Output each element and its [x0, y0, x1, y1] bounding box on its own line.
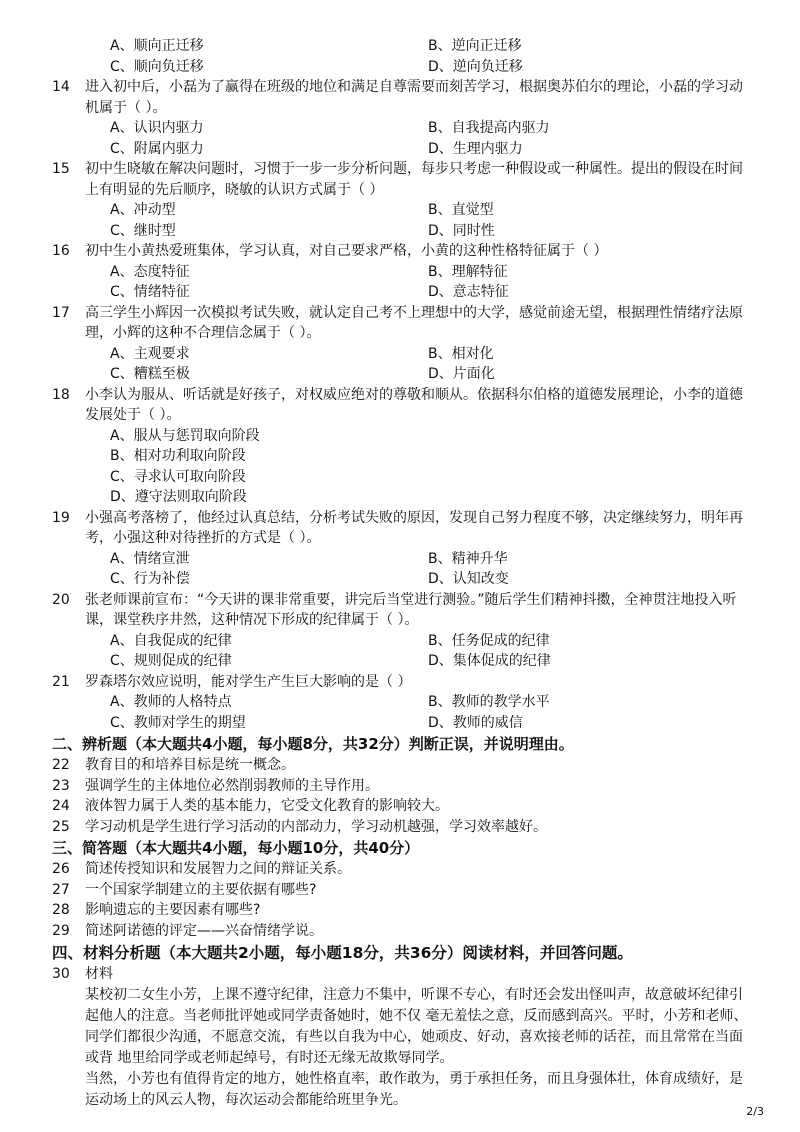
question-15	[52, 159, 752, 200]
question-number: 15	[52, 161, 70, 177]
question-text: 高三学生小辉因一次模拟考试失败，就认定自己考不上理想中的大学，感觉前途无望，根据理性情绪疗法原理，小辉的这种不合理信念属于（ ）。	[85, 304, 743, 341]
option: D、意志特征	[428, 284, 509, 300]
option: C、继时型	[110, 222, 176, 239]
question-14	[52, 77, 752, 118]
option: B、相对化	[428, 345, 494, 362]
question-number: 26	[52, 861, 70, 877]
question-number: 19	[52, 509, 70, 526]
q16-options	[52, 262, 752, 303]
content	[52, 36, 752, 1111]
q19-options	[52, 549, 752, 590]
section-heading-3: 三、简答题（本大题共4小题，每小题10分，共40分）	[52, 839, 420, 857]
q15-options	[52, 200, 752, 241]
question-number: 25	[52, 818, 70, 835]
question-number: 20	[52, 591, 70, 608]
question-25	[52, 817, 752, 838]
question-number: 23	[52, 777, 70, 794]
question-24	[52, 796, 752, 817]
question-17	[52, 303, 752, 344]
question-text: 进入初中后，小磊为了赢得在班级的地位和满足自尊需要而刻苦学习，根据奥苏伯尔的理论，小磊的学习动机属于（ ）。	[85, 79, 743, 116]
q21-options	[52, 692, 752, 733]
option: B、直觉型	[428, 202, 494, 218]
option: D、片面化	[428, 366, 495, 382]
question-text: 初中生晓敏在解决问题时，习惯于一步一步分析问题，每步只考虑一种假设或一种属性。提出的假设在时间上有明显的先后顺序，晓敏的认识方式属于（ ）	[85, 161, 743, 198]
question-16	[52, 241, 752, 262]
question-number: 29	[52, 922, 70, 939]
question-text: 一个国家学制建立的主要依据有哪些?	[85, 881, 317, 898]
question-text: 罗森塔尔效应说明，能对学生产生巨大影响的是（ ）	[85, 673, 412, 690]
question-number: 16	[52, 243, 70, 259]
option: C、附属内驱力	[110, 140, 204, 157]
question-text: 学习动机是学生进行学习活动的内部动力，学习动机越强，学习效率越好。	[85, 818, 547, 835]
question-23	[52, 776, 752, 797]
question-number: 27	[52, 881, 70, 898]
question-number: 24	[52, 798, 70, 814]
question-text: 小强高考落榜了，他经过认真总结，分析考试失败的原因，发现自己努力程度不够，决定继续努力，明年再考，小强这种对待挫折的方式是（ ）。	[85, 509, 743, 546]
question-text: 简述传授知识和发展智力之间的辩证关系。	[85, 861, 351, 877]
option: D、生理内驱力	[428, 140, 523, 157]
question-number: 18	[52, 386, 70, 403]
option: B、逆向正迁移	[428, 38, 522, 54]
option: C、顺向负迁移	[110, 58, 204, 75]
question-text: 简述阿诺德的评定——兴奋情绪学说。	[85, 922, 323, 939]
q18-options	[52, 426, 752, 508]
option: A、主观要求	[110, 345, 190, 362]
question-21	[52, 672, 752, 693]
question-22	[52, 755, 752, 776]
question-number: 28	[52, 902, 70, 918]
option: A、顺向正迁移	[110, 38, 204, 54]
q13-options	[52, 36, 752, 77]
question-text: 小李认为服从、听话就是好孩子，对权威应绝对的尊敬和顺从。依据科尔伯格的道德发展理论，小李的道德发展处于（ ）。	[85, 386, 743, 423]
question-29	[52, 921, 752, 942]
q14-options	[52, 118, 752, 159]
option: B、理解特征	[428, 263, 508, 280]
option: A、教师的人格特点	[110, 694, 232, 710]
question-19	[52, 508, 752, 549]
question-text: 张老师课前宣布：“今天讲的课非常重要，讲完后当堂进行测验。”随后学生们精神抖擞，全神贯注地投入听课，课堂秩序井然，这种情况下形成的纪律属于（ ）。	[85, 591, 737, 628]
q17-options	[52, 344, 752, 385]
question-number: 21	[52, 673, 70, 690]
option: D、认知改变	[428, 571, 509, 587]
option: D、同时性	[428, 222, 495, 239]
option: B、自我提高内驱力	[428, 120, 550, 136]
question-20	[52, 590, 752, 631]
option: C、教师对学生的期望	[110, 714, 246, 731]
option: A、情绪宣泄	[110, 550, 190, 567]
option: B、任务促成的纪律	[428, 632, 550, 649]
q20-options	[52, 631, 752, 672]
option: C、寻求认可取向阶段	[110, 468, 246, 485]
option: A、态度特征	[110, 263, 190, 280]
material-paragraph-1: 某校初二女生小芳，上课不遵守纪律，注意力不集中，听课不专心，有时还会发出怪叫声，故意破坏纪律引起他人的注意。当老师批评她或同学责备她时，她不仅 毫无羞怯之意，反而感到高兴。平时，小芳和老师、同学们都很少沟通，不愿意交流，有些以自我为中心，她顽皮、好动，喜欢接老师的话茬，而且常常在当面或背 地里给同学或老师起绰号，有时还无缘无故欺辱同学。	[85, 986, 748, 1066]
option: D、教师的威信	[428, 714, 523, 731]
option: D、集体促成的纪律	[428, 653, 551, 669]
option: C、情绪特征	[110, 284, 190, 300]
question-28	[52, 900, 752, 921]
question-text: 材料	[85, 966, 113, 982]
question-number: 17	[52, 304, 70, 321]
page-number: 2/3	[746, 1105, 764, 1118]
option: C、规则促成的纪律	[110, 653, 232, 669]
option: D、遵守法则取向阶段	[110, 489, 247, 505]
option: A、自我促成的纪律	[110, 632, 232, 649]
material-paragraph-2: 当然，小芳也有值得肯定的地方，她性格直率，敢作敢为，勇于承担任务，而且身强体壮，体育成绩好，是运动场上的风云人物，每次运动会都能给班里争光。	[85, 1070, 743, 1108]
question-text: 教育目的和培养目标是统一概念。	[85, 757, 295, 773]
question-number: 30	[52, 966, 70, 982]
question-26	[52, 859, 752, 880]
option: A、认识内驱力	[110, 120, 204, 136]
option: A、服从与惩罚取向阶段	[110, 427, 260, 444]
section-heading-2: 二、辨析题（本大题共4小题，每小题8分，共32分）判断正误，并说明理由。	[52, 735, 574, 753]
question-30	[52, 964, 752, 985]
question-text: 强调学生的主体地位必然削弱教师的主导作用。	[85, 777, 379, 794]
question-number: 14	[52, 79, 70, 95]
option: C、行为补偿	[110, 571, 190, 587]
option: B、教师的教学水平	[428, 694, 550, 710]
section-heading-4: 四、材料分析题（本大题共2小题，每小题18分，共36分）阅读材料，并回答问题。	[52, 944, 633, 962]
question-text: 液体智力属于人类的基本能力，它受文化教育的影响较大。	[85, 798, 449, 814]
option: C、糟糕至极	[110, 366, 190, 382]
question-number: 22	[52, 757, 70, 773]
option: B、相对功利取向阶段	[110, 448, 246, 464]
option: B、精神升华	[428, 550, 508, 567]
question-text: 影响遗忘的主要因素有哪些?	[85, 902, 261, 918]
option: A、冲动型	[110, 202, 176, 218]
question-18	[52, 385, 752, 426]
option: D、逆向负迁移	[428, 58, 523, 75]
question-27	[52, 880, 752, 901]
question-text: 初中生小黄热爱班集体，学习认真，对自己要求严格，小黄的这种性格特征属于（ ）	[85, 243, 608, 259]
